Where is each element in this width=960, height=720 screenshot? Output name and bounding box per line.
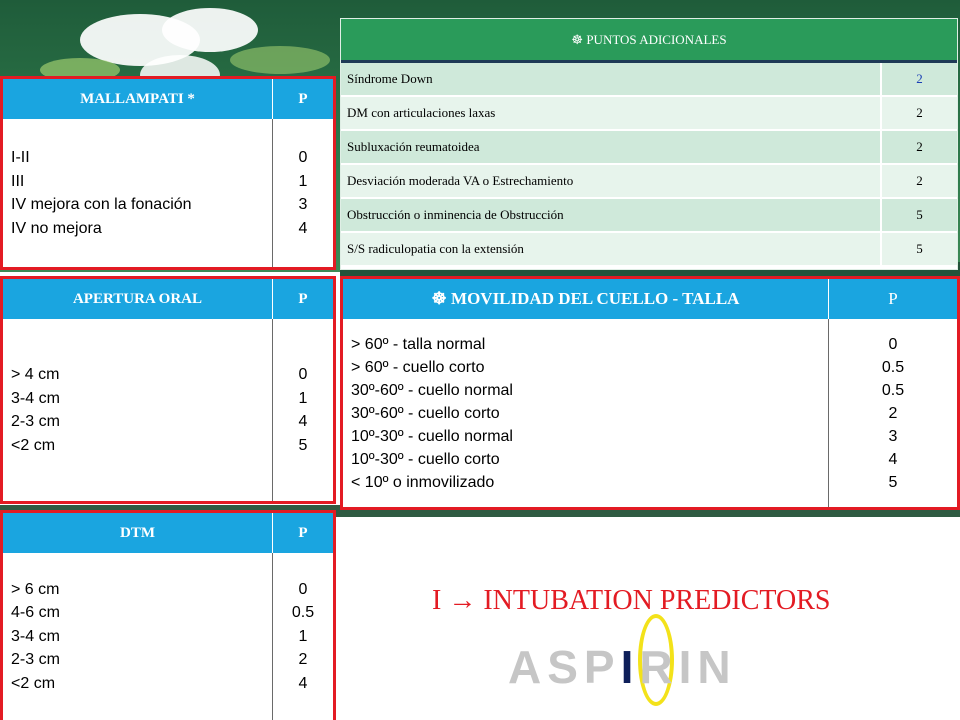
puntos-row <box>341 233 957 267</box>
dtm-body <box>3 553 333 720</box>
puntos-row <box>341 165 957 199</box>
apertura-values: 0 1 4 5 <box>298 366 308 454</box>
puntos-row-value: 2 <box>916 71 923 86</box>
dtm-header-row <box>3 513 333 553</box>
movilidad-labels: > 60º - talla normal > 60º - cuello corto 30º-60º - cuello normal 30º-60º - cuello corto 10º-30º - cuello normal 10º-30º - cuello corto < 10º o inmovilizado <box>343 319 829 507</box>
puntos-adicionales-header: ☸ PUNTOS ADICIONALES <box>341 19 957 63</box>
mallampati-labels: I-II III IV mejora con la fonación IV no mejora <box>3 119 273 267</box>
dtm-labels: > 6 cm 4-6 cm 3-4 cm 2-3 cm <2 cm <box>3 553 273 720</box>
aspirin-letter: A <box>508 641 548 693</box>
movilidad-values: 0 0.5 0.5 2 3 4 5 <box>881 335 905 491</box>
puntos-row-value: 5 <box>916 207 923 222</box>
puntos-row-label: Síndrome Down <box>341 63 882 95</box>
movilidad-points-header: P <box>888 289 898 308</box>
movilidad-header: ☸ MOVILIDAD DEL CUELLO - TALLA <box>343 279 829 319</box>
dtm-points-header: P <box>298 524 308 541</box>
aspirin-letter: I <box>678 641 698 693</box>
mallampati-header: MALLAMPATI * <box>3 79 273 119</box>
mallampati-body <box>3 119 333 267</box>
puntos-row-label: Desviación moderada VA o Estrechamiento <box>341 165 882 197</box>
puntos-row <box>341 97 957 131</box>
puntos-row-value: 2 <box>916 173 923 188</box>
puntos-row-label: Subluxación reumatoidea <box>341 131 882 163</box>
aspirin-letter: I <box>620 641 640 693</box>
puntos-row-label: S/S radiculopatia con la extensión <box>341 233 882 265</box>
aspirin-letter: N <box>697 641 737 693</box>
apertura-oral-table <box>0 276 336 504</box>
aspirin-letter: P <box>583 641 621 693</box>
aspirin-mnemonic <box>508 632 808 702</box>
aspirin-letter: S <box>547 641 584 693</box>
movilidad-header-row <box>343 279 957 319</box>
movilidad-cuello-table <box>340 276 960 510</box>
puntos-row-value: 2 <box>916 139 923 154</box>
mallampati-table <box>0 76 336 270</box>
puntos-row <box>341 131 957 165</box>
movilidad-body <box>343 319 957 507</box>
apertura-labels: > 4 cm 3-4 cm 2-3 cm <2 cm <box>3 319 273 501</box>
puntos-row-label: DM con articulaciones laxas <box>341 97 882 129</box>
apertura-body <box>3 319 333 501</box>
puntos-adicionales-table <box>340 18 958 270</box>
aspirin-letter: R <box>639 641 679 693</box>
puntos-row-value: 5 <box>916 241 923 256</box>
dtm-header: DTM <box>3 513 273 553</box>
apertura-header: APERTURA ORAL <box>3 279 273 319</box>
mallampati-values: 0 1 3 4 <box>298 149 308 237</box>
puntos-row <box>341 199 957 233</box>
mallampati-header-row <box>3 79 333 119</box>
intubation-predictors-title: I → INTUBATION PREDICTORS <box>432 585 831 616</box>
dtm-table <box>0 510 336 720</box>
apertura-header-row <box>3 279 333 319</box>
puntos-row <box>341 63 957 97</box>
apertura-points-header: P <box>298 290 308 307</box>
puntos-row-value: 2 <box>916 105 923 120</box>
mallampati-points-header: P <box>298 90 308 107</box>
puntos-row-label: Obstrucción o inminencia de Obstrucción <box>341 199 882 231</box>
dtm-values: 0 0.5 1 2 4 <box>291 580 315 692</box>
puntos-adicionales-rows <box>341 63 957 267</box>
